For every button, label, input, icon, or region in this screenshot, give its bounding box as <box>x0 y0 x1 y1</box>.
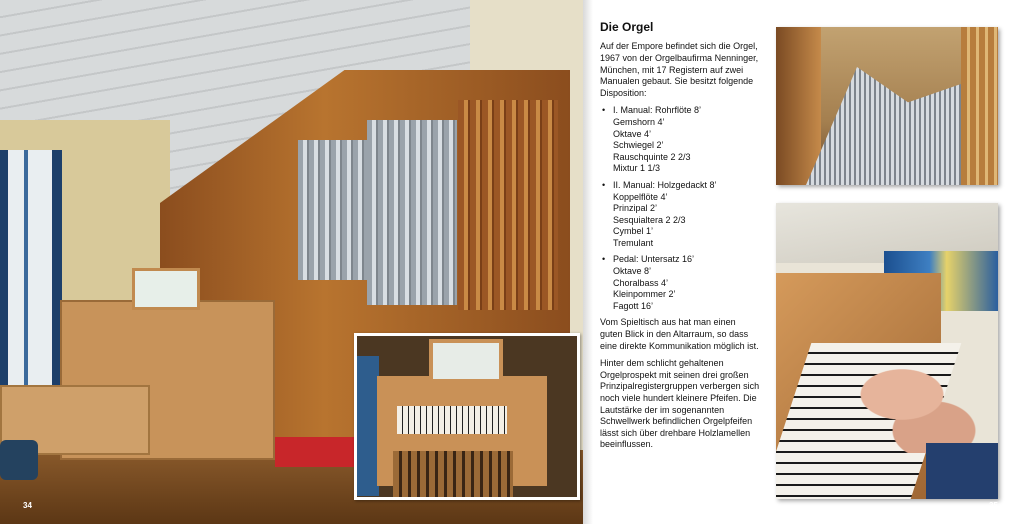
inset-manuals <box>397 406 507 434</box>
pipework-photo <box>776 27 998 185</box>
stop-item: Sesquialtera 2 2/3 <box>613 214 686 225</box>
stop-item: Koppelflöte 4’ <box>613 191 668 202</box>
division-title: II. Manual: Holzgedackt 8’ <box>613 179 717 190</box>
wooden-pipes <box>961 27 998 185</box>
article-column <box>600 20 760 457</box>
console-detail-photo <box>354 333 580 500</box>
page-number-right: 35 <box>989 501 998 510</box>
stop-item: Cymbel 1’ <box>613 226 654 237</box>
division-title: I. Manual: Rohrflöte 8’ <box>613 105 702 116</box>
organist-hands-photo <box>776 203 998 499</box>
stop-item: Schwiegel 2’ <box>613 140 664 151</box>
playing-hands <box>838 363 998 453</box>
stop-item: Oktave 8’ <box>613 266 652 277</box>
wooden-pipes <box>776 27 821 185</box>
division-manual-1 <box>600 105 760 175</box>
stop-item: Fagott 16’ <box>613 300 654 311</box>
intro-paragraph: Auf der Empore befindet sich die Orgel, 1967 von der Orgelbaufirma Nenninger, München, mit 17 Registern auf zwei Manualen gebaut. Sie besitzt folgende Disposition: <box>600 41 759 98</box>
stained-window <box>0 150 62 420</box>
division-title: Pedal: Untersatz 16’ <box>613 254 695 265</box>
metal-pipes <box>806 67 976 185</box>
pipe-group-right <box>458 100 558 310</box>
article-heading: Die Orgel <box>600 20 654 34</box>
stop-list <box>613 117 760 175</box>
book-gutter <box>583 0 593 524</box>
stop-item: Kleinpommer 2’ <box>613 289 676 300</box>
stop-list <box>613 192 760 250</box>
division-manual-2 <box>600 180 760 250</box>
inset-pedalboard <box>393 451 513 500</box>
pipe-group-left <box>298 140 376 280</box>
stop-item: Rauschquinte 2 2/3 <box>613 151 691 162</box>
page-number-left: 34 <box>23 501 32 510</box>
division-pedal <box>600 254 760 312</box>
stop-item: Prinzipal 2’ <box>613 203 658 214</box>
disposition-list <box>600 105 760 312</box>
stop-item: Tremulant <box>613 237 654 248</box>
red-carpet <box>275 437 355 467</box>
console-paragraph: Vom Spieltisch aus hat man einen guten Blick in den Altarraum, so dass eine direkte Kommunikation möglich ist. <box>600 317 759 351</box>
music-desk <box>132 268 200 310</box>
stop-item: Mixtur 1 1/3 <box>613 163 661 174</box>
stop-item: Choralbass 4’ <box>613 277 669 288</box>
inset-music-desk <box>429 339 503 383</box>
stop-item: Oktave 4’ <box>613 128 652 139</box>
inset-window <box>357 356 379 496</box>
swell-paragraph: Hinter dem schlicht gehaltenen Orgelprospekt mit seinen drei großen Prinzipalregistergruppen verbergen sich noch viele hundert kleinere Pfeifen. Die Lautstärke der im sogenannten Schwellwerk befindlichen Orgelpfeifen lässt sich über drehbare Holzlamellen beeinflussen. <box>600 358 760 450</box>
stool <box>0 440 38 480</box>
stop-item: Gemshorn 4’ <box>613 116 665 127</box>
pipe-group-middle <box>367 120 457 305</box>
sleeve <box>926 443 998 499</box>
stop-list <box>613 266 760 312</box>
